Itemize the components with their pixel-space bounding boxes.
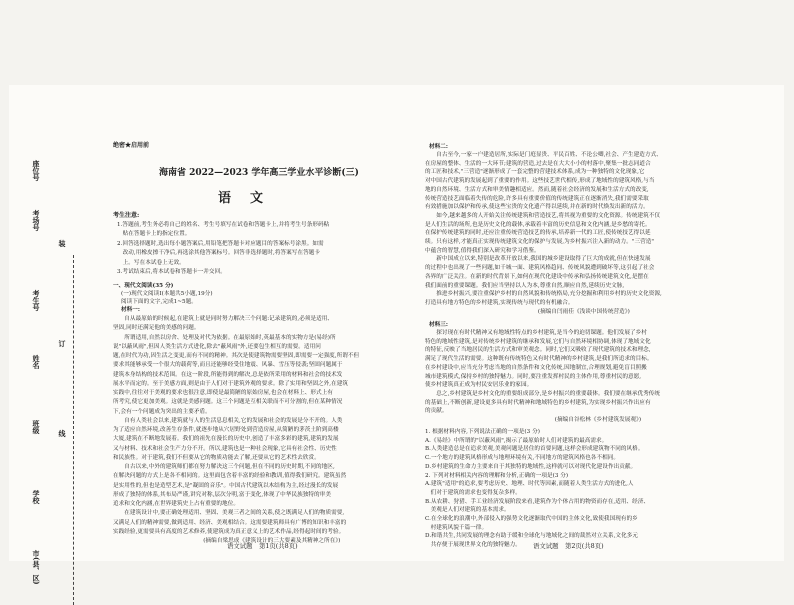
q1-option-a: A.《易经》中所谓的"以蔽风雨",揭示了最原始时人们对建筑的最高需求。 (425, 437, 608, 444)
subject-title: 语 文 (218, 191, 267, 206)
text-line: 坚固,同时还满足他的美感的问题。 (113, 325, 200, 332)
text-line: 在解决问题的方式上是各不相同的。这里面包含着丰富的经验和教训,值得我们研究。建筑虽然 (113, 473, 347, 480)
notice-line: 改动,用橡皮擦干净后,再选涂其他答案标号。回答非选择题时,将答案写在答题卡 (117, 250, 321, 257)
binding-mark-zhuang: 装 (58, 240, 67, 247)
q2-option-d-cont: 共存便于展现世界文化的独特魅力。 (425, 542, 521, 549)
text-line: 使乡村建筑真正成为村民安居乐业的家园。 (425, 382, 533, 389)
text-line: 展水平而定的。至于美感方面,则是由于人们对于建筑外观的要求。除了实用和坚固之外,在建筑 (113, 380, 349, 387)
text-line: 传统营造技艺面临着失传的危险,许多具有重要价值的传统建筑正在逐渐消失,我们需要采取 (425, 195, 649, 202)
reading-instruction: 阅读下面的文字,完成1~5题。 (121, 299, 197, 305)
text-line: 的基础上,不断创新,建设更多具有时代精神和地域特色的乡村建筑,为实现乡村振兴作出应有 (425, 399, 651, 406)
text-line: 又满足人们的精神需要,做到适用、经济、美观相结合。这需要建筑师具有广博的知识和丰富的 (113, 519, 347, 526)
binding-line (73, 255, 74, 605)
text-line: 是实用性的,但也是造型艺术,是"凝固的音乐"。中国古代建筑以木结构为主,经过漫长的发展 (113, 482, 339, 489)
text-line: 自从最原始的时候起,在建筑上就是同时努力解决三个问题:记录建筑的,必须是适用、 (113, 316, 334, 322)
text-line: 在建筑设计中,要正确处理适用、坚固、美观三者之间的关系,使之既满足人们的物质需要, (113, 510, 345, 517)
notice-list (117, 221, 407, 277)
text-line: 在房屋的整体、生活的一大环节;建筑的营造,过去是在大大小小的村落中,聚集一批志同道合 (425, 160, 651, 167)
text-line: 城市建筑模式,保持乡村的独特魅力。同时,要注重发挥村民的主体作用,尊重村民的意愿, (425, 373, 642, 380)
text-line: 所考究,使它更加美观。这就是美感问题。这三个问题是互相关联而不可分割的,但在某种情况 (113, 399, 343, 406)
text-line: 在保护传统建筑的同时,还应注重传统营造技艺的传承,培养新一代的工匠,使传统技艺得以延 (425, 230, 651, 237)
binding-label-county: 市(县、区) (32, 550, 41, 585)
page-footer-left: 语文试题 第1页(共8页) (227, 542, 298, 550)
material1-text (113, 315, 405, 546)
text-line: 实践经验,更需要具有高度的艺术修养,使建筑成为真正意义上的艺术作品,经得起时间的考验。 (113, 528, 345, 535)
binding-label-room: 考场号 (32, 210, 41, 231)
source-line: (摘编自闫雨佳《浅谈中国传统营造》) (425, 308, 630, 315)
text-line: 又与材料、技术和社会生产力分不开。所以,建筑也是一种社会现象,它具有社会性、历史性 (113, 445, 337, 452)
q2-option-d: D.和谐共生,共同发展的理念有助于缓和全球化与地域化之间的裁然对立关系,文化多元 (425, 533, 638, 540)
text-line: 建筑本身结构的技术范围。在这一阶段,所能得到的解决,总是依所采用的材料和社会的技术发 (113, 371, 343, 378)
text-line: 追求和文化内涵,在世界建筑史上占有重要的地位。 (113, 501, 239, 507)
source-line: (摘编自谷松林《乡村建筑发展观》) (425, 417, 642, 424)
text-line: 在乡村建设中,应当充分考虑当地的自然条件和文化传统,因地制宜,合理规划,避免盲目照搬 (425, 364, 647, 371)
q1-option-c: C.一个地方的建筑风格形成与地理环境有关,不同地方的建筑风格也各不相同。 (425, 455, 620, 462)
question-2: 2. 下列对材料相关内容的理解和分析,正确的一项是(3 分) (425, 472, 569, 479)
q1-option-b: B.人类建造总是在追求美观,美观问题是居住的首要问题,这样会形成建筑物不同的风格。 (425, 446, 644, 453)
text-line: 和民族性。对于建筑,我们不但要从它的物质功能去了解,还要从它的艺术性去欣赏。 (113, 454, 320, 461)
subsection-heading: (一)现代文阅读Ⅰ(本题共5小题,19分) (121, 291, 213, 297)
text-line: 我们面前的重要课题。我们应当坚持以人为本,尊重自然,顺应自然,延续历史文脉, (425, 282, 625, 289)
q2-option-c: C.在全球化的浪潮中,外部侵入的强势文化逐渐取代中国的主体文化,致使我国现有的乡 (425, 516, 638, 523)
material2-heading: 材料二: (429, 144, 449, 150)
q2-option-b: B.从农耕、狩猎、手工业经济发展阶段来看,建筑作为个体占用的物资而存在,适用、经济、 (425, 498, 650, 505)
text-line: 有效措施加以保护和传承,使这些宝贵的文化遗产得以延续,并在新的时代焕发出新的活力。 (425, 204, 649, 211)
text-line: 如今,越来越多的人开始关注传统建筑和营造技艺,将其视为重要的文化资源。传统建筑不仅 (425, 212, 661, 219)
source-line: (摘编自梁思成《建筑设计的三大要素及其精神之所在》) (113, 538, 341, 544)
text-line: 要求其能够承受一个很大的载荷等,而且还能够经受住地震、风暴、雪压等侵袭;坚固问题属于 (113, 362, 343, 369)
q2-option-a: A.建筑"适用"的追求,要考虑历史、地理、时代等因素,而随着人类生活方式的进化,人 (425, 481, 634, 488)
binding-label-name: 姓名 (32, 355, 41, 369)
binding-label-class: 班级 (32, 420, 41, 434)
binding-label-seat: 座位号 (32, 160, 41, 181)
text-line: 推进乡村振兴,要注重保护乡村的自然风貌和传统格局,充分挖掘和利用乡村的历史文化资源, (425, 291, 662, 298)
text-line: 自有人类社会以来,建筑就与人的生活息息相关,它的发展和社会的发展是分不开的。人类 (113, 417, 343, 424)
binding-mark-xian: 线 (58, 430, 67, 437)
question-block (425, 428, 725, 550)
question-1: 1. 根据材料内容,下列说法正确的一项是(3 分) (425, 429, 540, 435)
text-line: 新中国成立以来,特别是改革开放以来,我国的城乡建设取得了巨大的成就,但在快速发展 (425, 256, 651, 263)
q2-option-b-cont: 美观是人们对建筑的基本需求。 (425, 507, 510, 514)
text-line: 地的自然环境、生活方式和审美情趣相适应。然而,随着社会经济的发展和生活方式的改变, (425, 186, 649, 193)
paper-sheet (9, 85, 784, 585)
notice-heading: 考生注意: (113, 212, 140, 219)
text-line: 中蕴含的智慧,值得我们深入研究和学习借鉴。 (425, 247, 540, 254)
text-line: 的特征,反映了当地居民的生活方式和审美观念。同时,它们又吸收了现代建筑的技术和理念, (425, 347, 651, 354)
text-line: 是人们生活的场所,也是历史文化的载体,承载着丰富的历史信息和文化内涵,是乡愁的寄托。 (425, 221, 651, 228)
q1-option-d: D.乡村建筑的生命力主要来自于其独特的地域性,这样就可以对现代化建设作出贡献。 (425, 463, 637, 470)
text-line: 形成了独特的体系,其布局严谨,讲究对称,层次分明,富于变化,体现了中华民族独特的审美 (113, 491, 331, 498)
material2-text (425, 151, 725, 316)
text-line: 大厦,建筑在不断地发展着。我们的祖先在漫长的历史中,创造了丰富多彩的建筑,建筑的发展 (113, 436, 339, 443)
text-line: 为了适应自然环境,改善生存条件,就逐步地从穴居野处到营造房屋,从简陋的茅茨土阶到高楼 (113, 427, 339, 433)
text-line: 特色的地域性建筑,是对传统乡村建筑的继承和发展,它们与自然环境相协调,体现了地域文化 (425, 338, 651, 345)
section-heading: 一、现代文阅读(35 分) (113, 283, 174, 289)
notice-line: 贴在答题卡上的指定位置。 (117, 231, 191, 238)
text-line: 的过程中也出现了一些问题,如千城一面、建筑风格趋同、传统风貌遭到破坏等,这引起了社会 (425, 265, 655, 272)
text-line: 续。只有这样,才能真正实现传统建筑文化的保护与发展,为乡村振兴注入新的动力。"三营造" (425, 239, 655, 246)
material3-text (425, 329, 725, 425)
text-line: 自古以来,中外的建筑师们都在努力解决这三个问题,但在不同的历史时期,不同的地区, (113, 464, 335, 470)
material3-heading: 材料三: (429, 322, 449, 328)
secret-mark: 绝密★启用前 (113, 142, 150, 149)
notice-line: 上。写在本试卷上无效。 (117, 259, 185, 266)
notice-line: 3.考试结束后,将本试卷和答题卡一并交回。 (117, 269, 226, 276)
binding-label-student-id: 考生号 (32, 290, 41, 311)
text-line: 说"以蔽风雨",但因人类生活方式进化,除去"蔽风雨"外,还要包生相互的需要。适用问 (113, 343, 321, 350)
text-line: 的工匠和技术,"三营造"逐渐形成了一套完整的营建技术体系,成为一种独特的文化现象,它 (425, 169, 645, 176)
text-line: 各界的广泛关注。在新的时代背景下,如何在现代化建设中传承和弘扬传统建筑文化,是摆在 (425, 273, 649, 280)
text-line: 满足了现代生活的需要。这种既有传统特色又有时代精神的乡村建筑,是我们所追求的目标。 (425, 356, 653, 363)
material1-heading: 材料一: (121, 307, 141, 313)
text-line: 实践中,往往对于美观的要求也很注意,即使是最简陋的原始房屋,也会在材料上、形式上有 (113, 390, 333, 396)
text-line: 对中国古代建筑的发展起到了重要的作用。这些技艺世代相传,形成了地域性的建筑风格,与当 (425, 178, 655, 185)
q2-option-c-cont: 村建筑风貌千篇一律。 (425, 524, 488, 531)
exam-title: 海南省 2022—2023 学年高三学业水平诊断(三) (159, 168, 359, 178)
text-line: 题,在时代为功,因生活之变更,而有不同的精神。其次是使建筑物需要坚固,即需要一定强度,所谓不但 (113, 353, 360, 359)
text-line: 总之,乡村建筑是乡村文化的重要组成部分,是乡村振兴的重要载体。我们要在继承优秀传统 (425, 390, 661, 397)
binding-mark-ding: 订 (58, 340, 67, 347)
notice-line: 2.回答选择题时,选出每小题答案后,用铅笔把答题卡对应题目的答案标号涂黑。如需 (117, 240, 324, 247)
text-line: 所谓适用,自然以房舍、处理及对代为依据。在最原始时,英最基本的实物方是(易经)所 (113, 334, 336, 341)
text-line: 的贡献。 (425, 408, 448, 415)
page-footer-right: 语文试题 第2页(共8页) (533, 542, 604, 550)
text-line: 下,会有一个问题成为突出的主要矛盾。 (113, 408, 211, 415)
q2-option-a-cont: 们对于建筑的需求也变得复杂多样。 (425, 489, 521, 496)
text-line: 自古至今,一家一户建造居所,实际是门庭显贵、平民百姓、不论公卿,社会、产生建造方式、 (425, 152, 662, 158)
binding-label-school: 学校 (32, 490, 41, 504)
text-line: 探讨现在有时代精神又有地域性特点的乡村建筑,是当今的迫切课题。他们发展了乡村 (425, 330, 647, 336)
notice-line: 1.答题前,考生务必将自己的姓名、考生号填写在试卷和答题卡上,并将考生号条形码粘 (117, 222, 330, 228)
text-line: 打造具有地方特色的乡村建筑,实现传统与现代的有机融合。 (425, 299, 574, 306)
